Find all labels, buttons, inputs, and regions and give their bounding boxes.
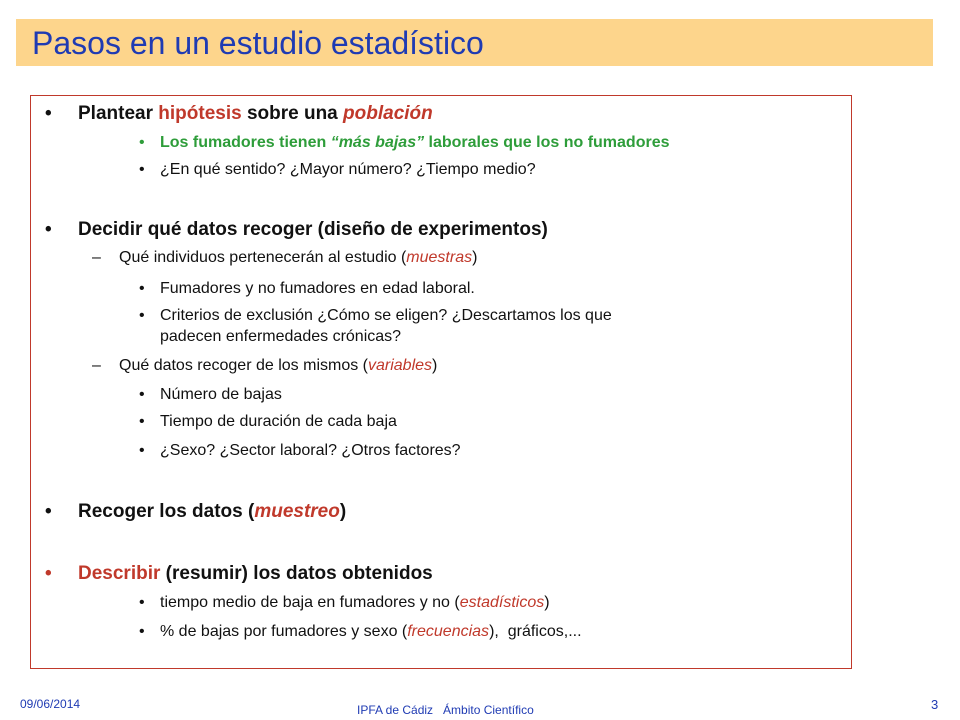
sub-que-datos: Qué datos recoger de los mismos (variables) [119,357,438,374]
bullet: • [139,413,145,430]
item-4-describir: Describir (resumir) los datos obtenidos [78,563,433,584]
sub-tiempo-medio: tiempo medio de baja en fumadores y no (estadísticos) [160,594,550,611]
sub-numero-bajas: Número de bajas [160,386,282,403]
highlight-muestras: muestras [406,249,473,266]
item-3-recoger-datos: Recoger los datos (muestreo) [78,501,347,522]
bullet: • [139,442,145,459]
sub-tiempo-duracion: Tiempo de duración de cada baja [160,413,397,430]
bullet: • [139,161,145,178]
bullet: • [139,594,145,611]
sub-porcentaje-bajas: % de bajas por fumadores y sexo (frecuencias), gráficos,... [160,623,582,640]
hypothesis-question: ¿En qué sentido? ¿Mayor número? ¿Tiempo medio? [160,161,536,178]
bullet: • [45,563,52,584]
bullet: • [45,219,52,240]
footer-date: 09/06/2014 [20,697,81,711]
sub-otros-factores: ¿Sexo? ¿Sector laboral? ¿Otros factores? [160,442,461,459]
page-number: 3 [931,697,939,712]
bullet: • [139,134,145,151]
sub-individuos: Qué individuos pertenecerán al estudio (muestras) [119,249,478,266]
highlight-estadisticos: estadísticos [459,594,545,611]
slide-title: Pasos en un estudio estadístico [32,25,484,61]
content-box [30,95,852,669]
highlight-frecuencias: frecuencias [407,623,490,640]
highlight-variables: variables [368,357,433,374]
bullet: • [139,280,145,297]
sub-criterios-continuation: padecen enfermedades crónicas? [160,328,402,345]
highlight-muestreo: muestreo [254,501,340,522]
dash: – [92,249,101,266]
hypothesis-statement: Los fumadores tienen “más bajas” laborales que los no fumadores [160,134,670,151]
bullet: • [139,623,145,640]
bullet: • [139,386,145,403]
dash: – [92,357,101,374]
highlight-hipotesis: hipótesis [158,103,242,124]
footer-center: IPFA de Cádiz Ámbito Científico [357,703,534,717]
highlight-describir: Describir [78,563,161,584]
item-2-decidir-datos: Decidir qué datos recoger (diseño de experimentos) [78,219,548,240]
highlight-poblacion: población [343,103,433,124]
bullet: • [45,103,52,124]
item-1-plantear-hipotesis: Plantear hipótesis sobre una población [78,103,433,124]
bullet: • [45,501,52,522]
sub-criterios: Criterios de exclusión ¿Cómo se eligen? ¿Descartamos los que [160,307,612,324]
bullet: • [139,307,145,324]
title-bar [16,19,933,66]
sub-fumadores: Fumadores y no fumadores en edad laboral. [160,280,475,297]
